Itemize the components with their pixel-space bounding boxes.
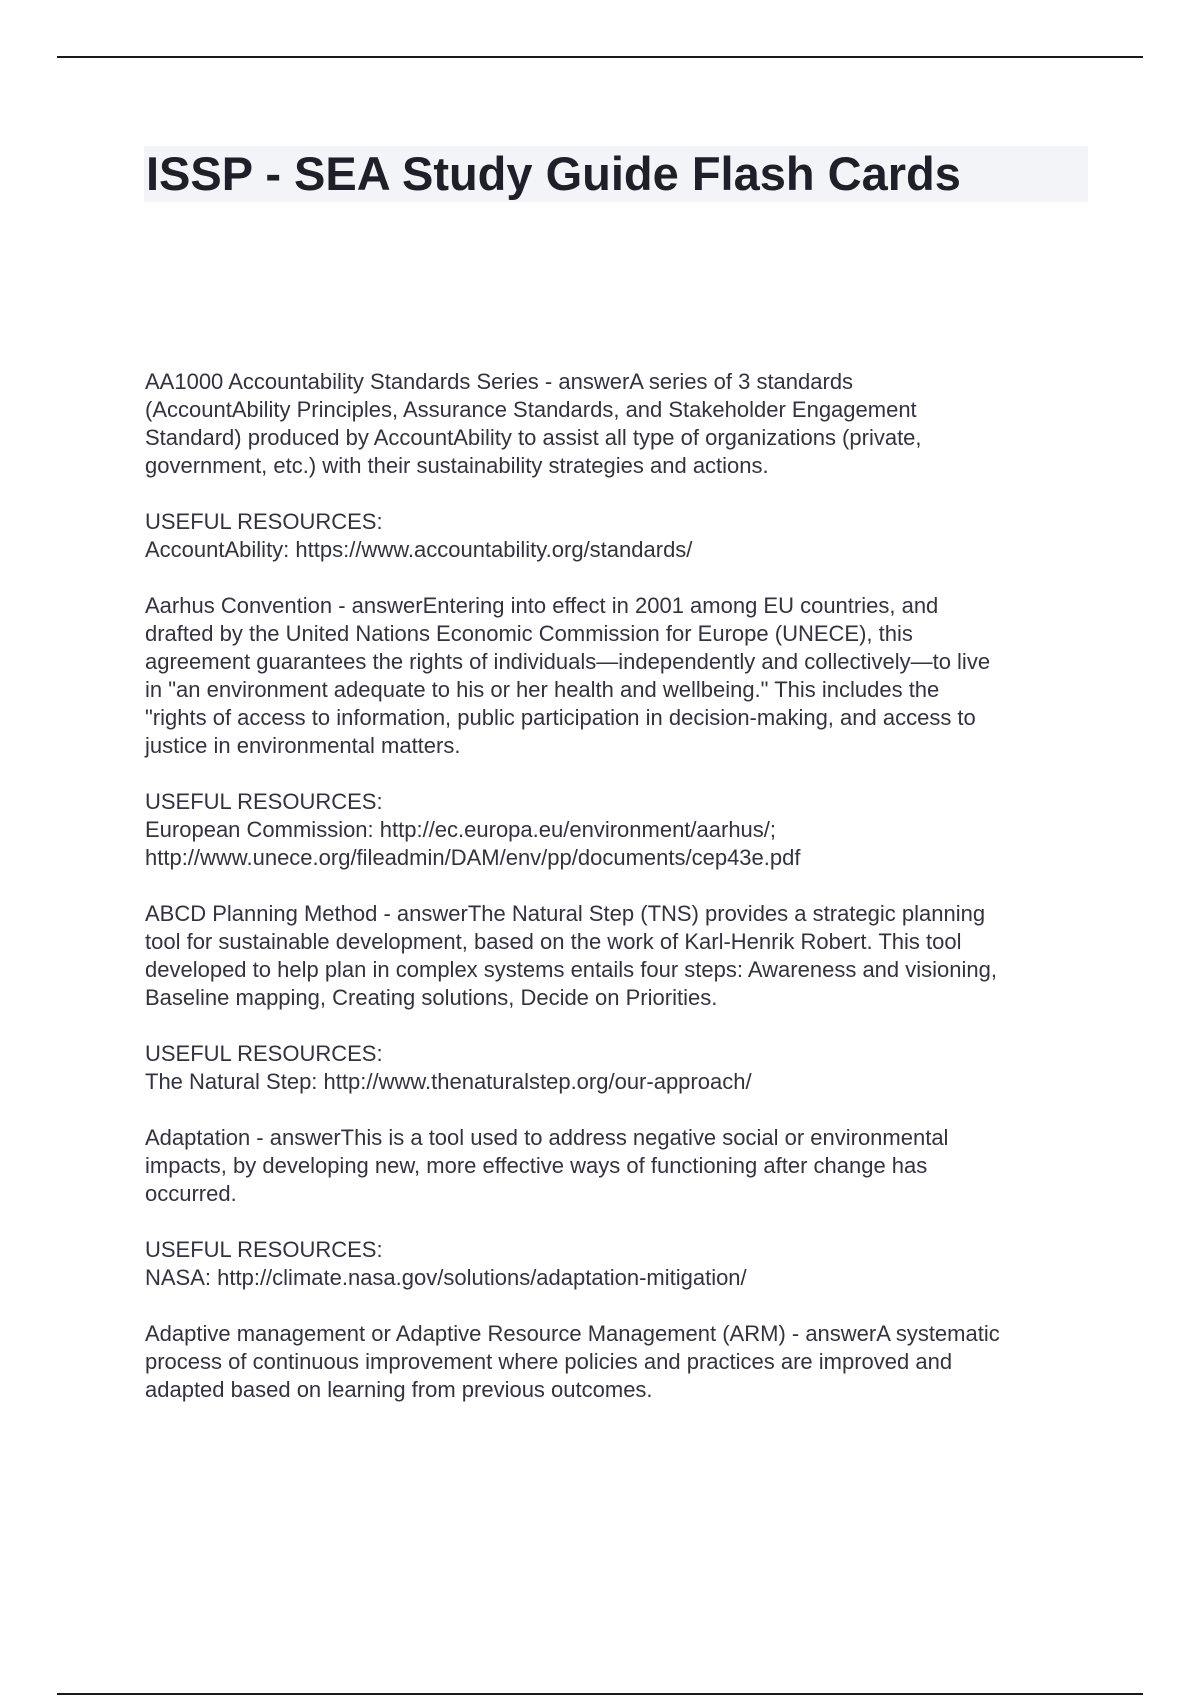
definition-line: process of continuous improvement where policies and practices are improved and <box>145 1349 953 1374</box>
resource-line: The Natural Step: http://www.thenaturalstep.org/our-approach/ <box>145 1069 752 1094</box>
flashcard <box>145 900 1095 1096</box>
definition-line: tool for sustainable development, based on the work of Karl-Henrik Robert. This tool <box>145 929 962 954</box>
flashcard-list <box>145 368 1095 1432</box>
top-rule <box>57 56 1143 58</box>
definition-line: government, etc.) with their sustainability strategies and actions. <box>145 453 769 478</box>
definition-line: AA1000 Accountability Standards Series - answerA series of 3 standards <box>145 369 854 394</box>
card-definition <box>145 900 1095 1012</box>
definition-line: drafted by the United Nations Economic Commission for Europe (UNECE), this <box>145 621 913 646</box>
flashcard <box>145 592 1095 872</box>
definition-line: Standard) produced by AccountAbility to assist all type of organizations (private, <box>145 425 922 450</box>
flashcard <box>145 1320 1095 1404</box>
definition-line: Adaptive management or Adaptive Resource Management (ARM) - answerA systematic <box>145 1321 1000 1346</box>
definition-line: Adaptation - answerThis is a tool used to address negative social or environmental <box>145 1125 949 1150</box>
card-definition <box>145 368 1095 480</box>
resources-heading: USEFUL RESOURCES: <box>145 1237 383 1262</box>
card-resources <box>145 1040 1095 1096</box>
flashcard <box>145 1124 1095 1292</box>
definition-line: agreement guarantees the rights of individuals—independently and collectively—to live <box>145 649 991 674</box>
definition-line: (AccountAbility Principles, Assurance Standards, and Stakeholder Engagement <box>145 397 917 422</box>
card-definition <box>145 1320 1095 1404</box>
definition-line: ABCD Planning Method - answerThe Natural Step (TNS) provides a strategic planning <box>145 901 986 926</box>
resource-line: AccountAbility: https://www.accountability.org/standards/ <box>145 537 693 562</box>
definition-line: developed to help plan in complex systems entails four steps: Awareness and visioning, <box>145 957 997 982</box>
definition-line: Baseline mapping, Creating solutions, Decide on Priorities. <box>145 985 718 1010</box>
resource-line: http://www.unece.org/fileadmin/DAM/env/pp/documents/cep43e.pdf <box>145 845 801 870</box>
resources-heading: USEFUL RESOURCES: <box>145 509 383 534</box>
bottom-rule <box>57 1693 1143 1695</box>
definition-line: impacts, by developing new, more effective ways of functioning after change has <box>145 1153 928 1178</box>
resources-heading: USEFUL RESOURCES: <box>145 789 383 814</box>
definition-line: justice in environmental matters. <box>145 733 461 758</box>
card-resources <box>145 508 1095 564</box>
card-definition <box>145 592 1095 760</box>
resources-heading: USEFUL RESOURCES: <box>145 1041 383 1066</box>
resource-line: NASA: http://climate.nasa.gov/solutions/adaptation-mitigation/ <box>145 1265 747 1290</box>
page-title: ISSP - SEA Study Guide Flash Cards <box>146 147 961 200</box>
definition-line: Aarhus Convention - answerEntering into effect in 2001 among EU countries, and <box>145 593 939 618</box>
card-resources <box>145 1236 1095 1292</box>
definition-line: adapted based on learning from previous outcomes. <box>145 1377 653 1402</box>
definition-line: in "an environment adequate to his or her health and wellbeing." This includes the <box>145 677 940 702</box>
flashcard <box>145 368 1095 564</box>
definition-line: "rights of access to information, public participation in decision-making, and access to <box>145 705 976 730</box>
resource-line: European Commission: http://ec.europa.eu/environment/aarhus/; <box>145 817 777 842</box>
card-resources <box>145 788 1095 872</box>
definition-line: occurred. <box>145 1181 237 1206</box>
card-definition <box>145 1124 1095 1208</box>
